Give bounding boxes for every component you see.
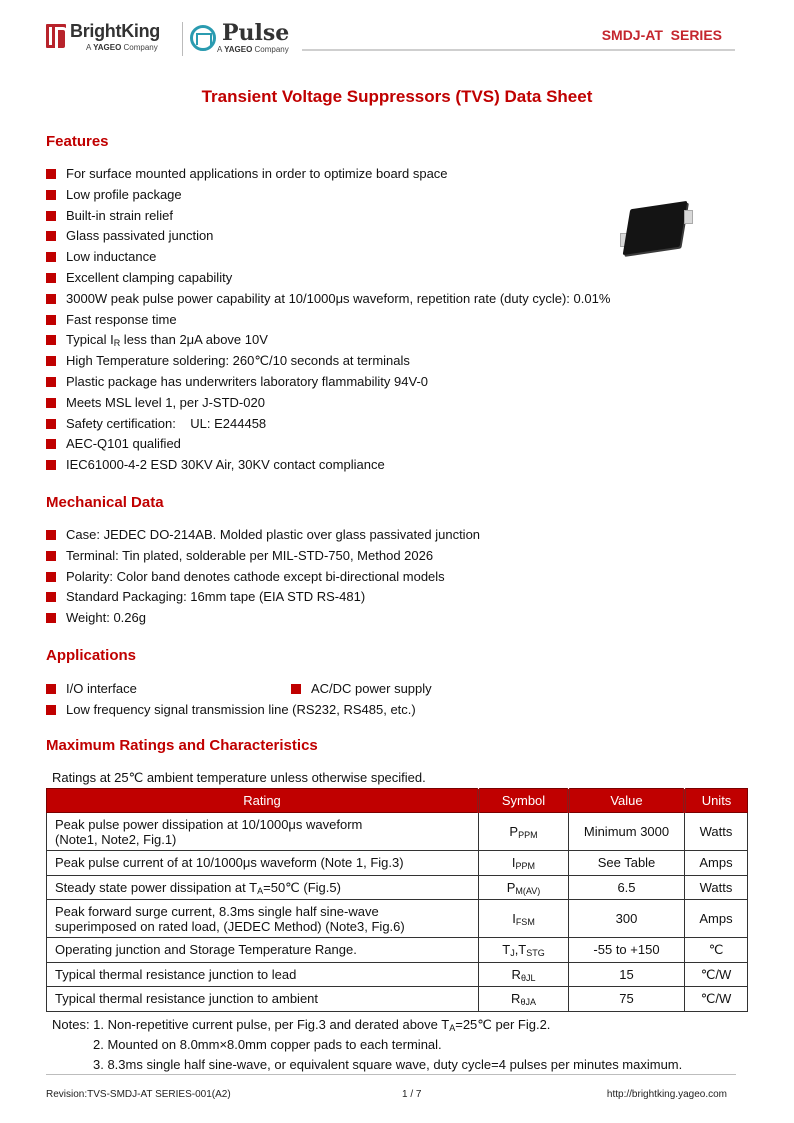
column-header-value: Value xyxy=(569,789,685,813)
square-bullet-icon xyxy=(46,398,56,408)
features-list xyxy=(46,164,610,476)
units-cell: Watts xyxy=(685,875,748,900)
square-bullet-icon xyxy=(46,231,56,241)
column-header-units: Units xyxy=(685,789,748,813)
brightking-logo-icon xyxy=(46,24,66,48)
note-3: 3. 8.3ms single half sine-wave, or equivalent square wave, duty cycle=4 pulses per minutes maximum. xyxy=(93,1057,683,1072)
ratings-heading: Maximum Ratings and Characteristics xyxy=(46,737,318,754)
square-bullet-icon xyxy=(46,530,56,540)
list-item: Safety certification: UL: E244458 xyxy=(46,414,610,435)
list-item: Excellent clamping capability xyxy=(46,268,610,289)
value-cell: 300 xyxy=(569,900,685,938)
brightking-name: BrightKing xyxy=(70,21,160,41)
footer-divider xyxy=(46,1074,736,1075)
table-row xyxy=(47,851,748,876)
list-item: Case: JEDEC DO-214AB. Molded plastic over glass passivated junction xyxy=(46,525,480,546)
document-title: Transient Voltage Suppressors (TVS) Data Sheet xyxy=(201,87,593,106)
square-bullet-icon xyxy=(46,439,56,449)
square-bullet-icon xyxy=(46,294,56,304)
rating-cell: Typical thermal resistance junction to ambient xyxy=(47,987,479,1012)
rating-cell: Steady state power dissipation at $T_A=50℃$ (Fig.5) xyxy=(47,875,479,900)
logo-divider xyxy=(182,22,183,56)
table-header-row xyxy=(47,789,748,813)
table-row xyxy=(47,987,748,1012)
units-cell: Watts xyxy=(685,813,748,851)
units-cell: ℃/W xyxy=(685,987,748,1012)
smd-diode-package-icon xyxy=(618,198,698,268)
list-item: AC/DC power supply xyxy=(291,679,432,700)
square-bullet-icon xyxy=(46,613,56,623)
symbol-cell: $P_{M(AV)}$ xyxy=(479,875,569,900)
symbol-cell: $P_{PPM}$ xyxy=(479,813,569,851)
square-bullet-icon xyxy=(291,684,301,694)
mechanical-heading: Mechanical Data xyxy=(46,494,164,511)
pulse-tagline: A YAGEO Company xyxy=(217,45,289,54)
symbol-cell: $T_J,T_{STG}$ xyxy=(479,938,569,963)
mechanical-list xyxy=(46,525,480,629)
list-item: IEC61000-4-2 ESD 30KV Air, 30KV contact compliance xyxy=(46,455,610,476)
list-item: Plastic package has underwriters laboratory flammability 94V-0 xyxy=(46,372,610,393)
revision-label: Revision:TVS-SMDJ-AT SERIES-001(A2) xyxy=(46,1089,231,1100)
units-cell: ℃ xyxy=(685,938,748,963)
square-bullet-icon xyxy=(46,315,56,325)
square-bullet-icon xyxy=(46,551,56,561)
square-bullet-icon xyxy=(46,684,56,694)
symbol-cell: $I_{PPM}$ xyxy=(479,851,569,876)
list-item: Low frequency signal transmission line (RS232, RS485, etc.) xyxy=(46,700,416,721)
note-1: Notes: 1. Non-repetitive current pulse, per Fig.3 and derated above $T_A=25℃$ per Fig.2. xyxy=(52,1017,551,1033)
rating-cell: Typical thermal resistance junction to lead xyxy=(47,962,479,987)
symbol-cell: $R_{\theta JA}$ xyxy=(479,987,569,1012)
list-item: Built-in strain relief xyxy=(46,206,610,227)
table-row xyxy=(47,813,748,851)
features-heading: Features xyxy=(46,133,109,150)
square-bullet-icon xyxy=(46,460,56,470)
symbol-cell: $I_{FSM}$ xyxy=(479,900,569,938)
square-bullet-icon xyxy=(46,592,56,602)
square-bullet-icon xyxy=(46,273,56,283)
list-item: AEC-Q101 qualified xyxy=(46,434,610,455)
value-cell: 6.5 xyxy=(569,875,685,900)
list-item: For surface mounted applications in order to optimize board space xyxy=(46,164,610,185)
website-link[interactable]: http://brightking.yageo.com xyxy=(606,1089,727,1100)
list-item: Weight: 0.26g xyxy=(46,608,480,629)
list-item: Polarity: Color band denotes cathode except bi-directional models xyxy=(46,567,480,588)
rating-cell: Operating junction and Storage Temperature Range. xyxy=(47,938,479,963)
list-item: Fast response time xyxy=(46,310,610,331)
rating-cell: Peak forward surge current, 8.3ms single half sine-wave superimposed on rated load, (JEDEC Method) (Note3, Fig.6) xyxy=(47,900,479,938)
column-header-rating: Rating xyxy=(47,789,479,813)
list-item: Terminal: Tin plated, solderable per MIL-STD-750, Method 2026 xyxy=(46,546,480,567)
value-cell: Minimum 3000 xyxy=(569,813,685,851)
value-cell: -55 to +150 xyxy=(569,938,685,963)
square-bullet-icon xyxy=(46,377,56,387)
table-row xyxy=(47,962,748,987)
units-cell: ℃/W xyxy=(685,962,748,987)
list-item: I/O interface xyxy=(46,679,137,700)
list-item: 3000W peak pulse power capability at 10/1000μs waveform, repetition rate (duty cycle): 0.01% xyxy=(46,289,610,310)
units-cell: Amps xyxy=(685,851,748,876)
ratings-condition-note: Ratings at 25℃ ambient temperature unless otherwise specified. xyxy=(52,770,426,785)
symbol-cell: $R_{\theta JL}$ xyxy=(479,962,569,987)
square-bullet-icon xyxy=(46,356,56,366)
units-cell: Amps xyxy=(685,900,748,938)
square-bullet-icon xyxy=(46,252,56,262)
list-item: Standard Packaging: 16mm tape (EIA STD RS-481) xyxy=(46,587,480,608)
value-cell: See Table xyxy=(569,851,685,876)
list-item: Typical $I_R$ less than 2μA above 10V xyxy=(46,330,610,351)
list-item: Low profile package xyxy=(46,185,610,206)
table-notes xyxy=(52,1015,682,1075)
column-header-symbol: Symbol xyxy=(479,789,569,813)
table-row xyxy=(47,938,748,963)
square-bullet-icon xyxy=(46,169,56,179)
brightking-tagline: A YAGEO Company xyxy=(86,43,158,52)
rating-cell: Peak pulse power dissipation at 10/1000μs waveform (Note1, Note2, Fig.1) xyxy=(47,813,479,851)
table-row xyxy=(47,875,748,900)
list-item: High Temperature soldering: 260℃/10 seconds at terminals xyxy=(46,351,610,372)
square-bullet-icon xyxy=(46,190,56,200)
pulse-name: Pulse xyxy=(222,20,290,46)
square-bullet-icon xyxy=(46,572,56,582)
square-bullet-icon xyxy=(46,419,56,429)
list-item: Meets MSL level 1, per J-STD-020 xyxy=(46,393,610,414)
page-number: 1 / 7 xyxy=(402,1089,422,1100)
square-bullet-icon xyxy=(46,335,56,345)
header-divider xyxy=(302,49,735,51)
ratings-table xyxy=(46,788,748,1012)
rating-cell: Peak pulse current of at 10/1000μs waveform (Note 1, Fig.3) xyxy=(47,851,479,876)
pulse-logo-icon xyxy=(190,25,216,51)
page-header xyxy=(0,0,794,60)
note-2: 2. Mounted on 8.0mm×8.0mm copper pads to each terminal. xyxy=(93,1037,442,1052)
square-bullet-icon xyxy=(46,705,56,715)
table-row xyxy=(47,900,748,938)
square-bullet-icon xyxy=(46,211,56,221)
list-item: Low inductance xyxy=(46,247,610,268)
value-cell: 75 xyxy=(569,987,685,1012)
list-item: Glass passivated junction xyxy=(46,226,610,247)
value-cell: 15 xyxy=(569,962,685,987)
applications-heading: Applications xyxy=(46,647,137,664)
series-label: SMDJ-AT SERIES xyxy=(601,27,722,43)
